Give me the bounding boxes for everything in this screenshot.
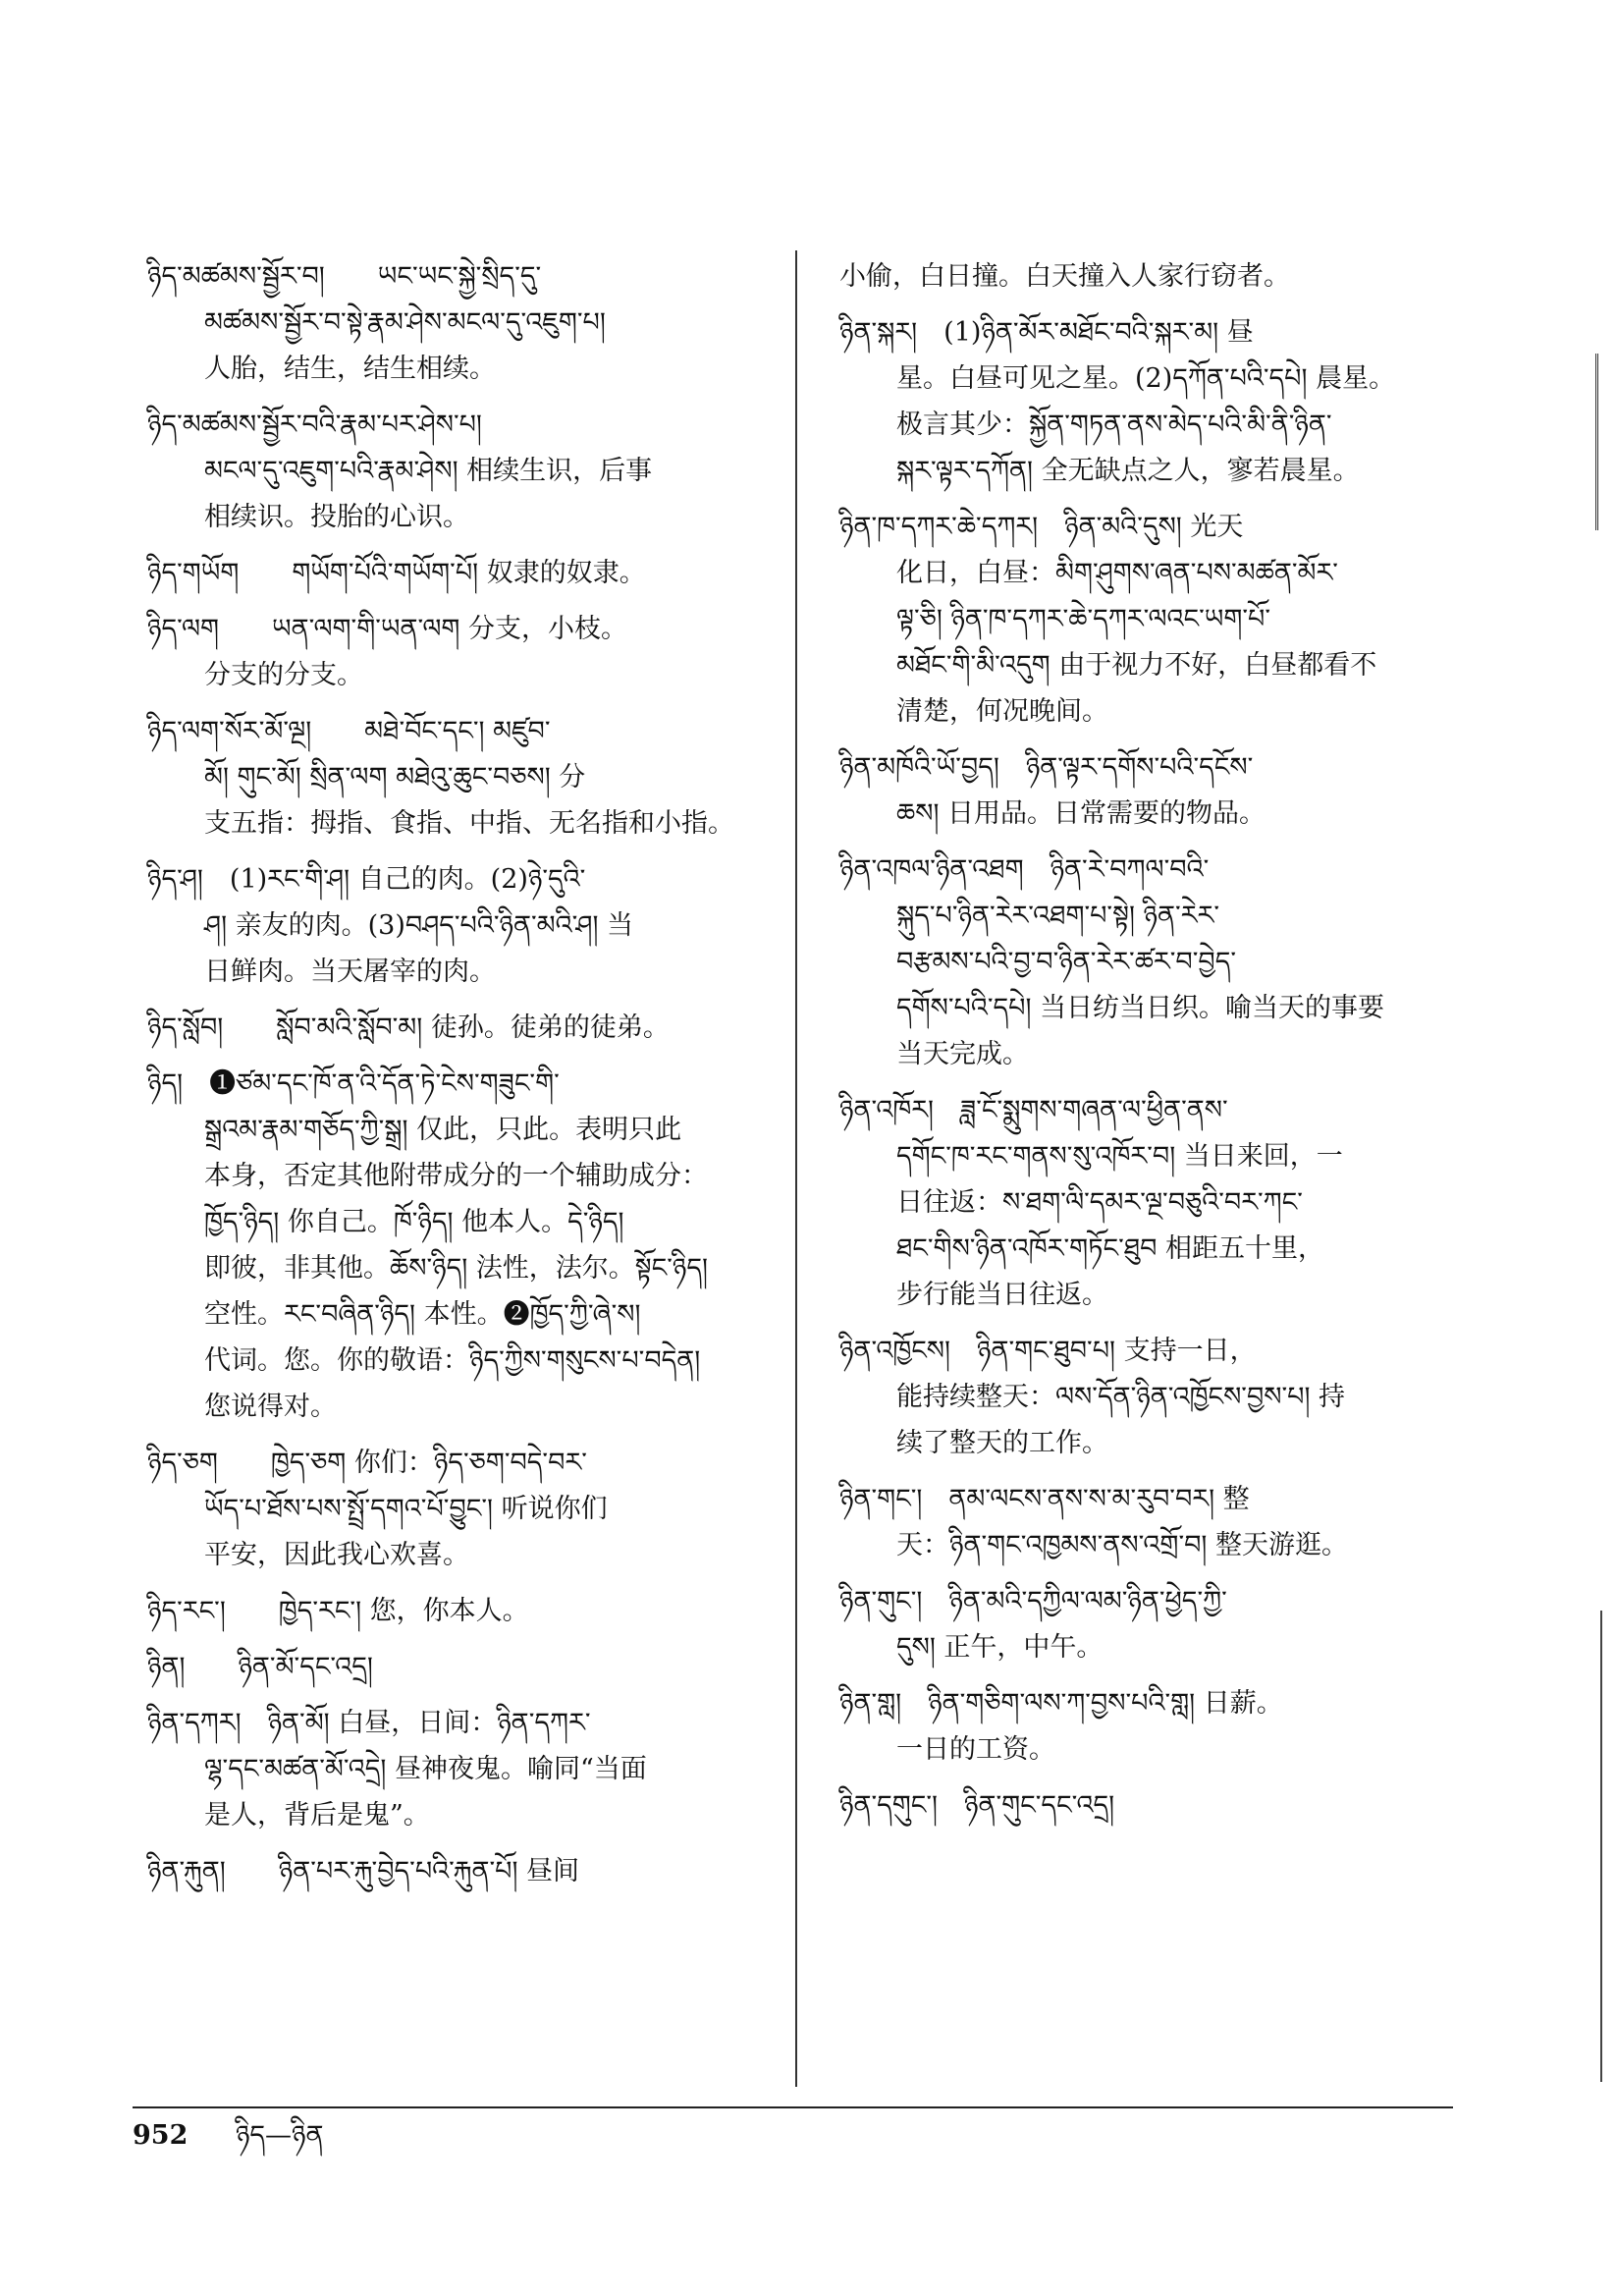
entry-line: 分支的分支。 (204, 660, 363, 690)
page-footer (133, 2116, 324, 2156)
entry-headline: ཉིད་ལག ཡན་ལག་གི་ཡན་ལག 分支，小枝。 (147, 614, 627, 644)
dictionary-entry (147, 1700, 776, 1838)
entry-headline: ཉིན་འཁྱོངས། ཉིན་གང་ཐུབ་པ། 支持一日， (839, 1336, 1257, 1366)
entry-line: 日往返：ས་ཐག་ལི་དམར་ལྔ་བཅུའི་བར་ཀང་ (896, 1187, 1303, 1218)
entry-line: 您说得对。 (204, 1392, 337, 1422)
entry-line: དུས། 正午，中午。 (896, 1632, 1104, 1663)
entry-line: 本身，否定其他附带成分的一个辅助成分： (204, 1161, 708, 1191)
entry-line: 天：ཉིན་གང་འཁྱམས་ནས་འགྲོ་བ། 整天游逛。 (896, 1530, 1348, 1560)
entry-line: མཐོང་གི་མི་འདུག 由于视力不好，白昼都看不 (896, 650, 1377, 681)
entry-line: ཐང་གིས་ཉིན་འཁོར་གཏོང་ཐུབ 相距五十里， (896, 1233, 1324, 1264)
entry-headline: 小偷，白日撞。白天撞入人家行窃者。 (839, 261, 1290, 292)
entry-headline: ཉིན། ཉིན་མོ་དང་འདྲ། (147, 1652, 373, 1682)
entry-line: ཆས། 日用品。日常需要的物品。 (896, 798, 1266, 829)
entry-line: 化日，白昼：མིག་ཤུགས་ཞན་པས་མཚན་མོར་ (896, 558, 1338, 588)
entry-line: 极言其少：སྐྱོན་གཏན་ནས་མེད་པའི་མི་ནི་ཉིན་ (896, 410, 1332, 440)
dictionary-entry (839, 1476, 1478, 1568)
dictionary-entry (147, 550, 776, 596)
dictionary-entry (147, 606, 776, 698)
entry-headline: ཉིན་འཁོར། ཟླ་ངོ་སྨུགས་གཞན་ལ་ཕྱིན་ནས་ (839, 1095, 1228, 1125)
left-column (147, 253, 776, 1904)
entry-headline: ཉིན་འཁལ་ཉིན་འཐག ཉིན་རེ་བཀལ་བའི་ (839, 854, 1210, 885)
entry-line: 日鲜肉。当天屠宰的肉。 (204, 957, 496, 987)
dictionary-entry (839, 1087, 1478, 1318)
page-edge-mark (1600, 1611, 1616, 2082)
entry-line: 续了整天的工作。 (896, 1428, 1108, 1458)
entry-line: དགོས་པའི་དཔེ། 当日纺当日织。喻当天的事要 (896, 993, 1385, 1023)
dictionary-entry (147, 1005, 776, 1051)
entry-line: 清楚，何况晚间。 (896, 696, 1108, 727)
entry-headline: ཉིན་དཀར། ཉིན་མོ། 白昼，日间：ཉིན་དཀར་ (147, 1708, 591, 1738)
dictionary-entry (839, 253, 1478, 300)
dictionary-entry (839, 309, 1478, 494)
entry-line: མངལ་དུ་འཇུག་པའི་རྣམ་ཤེས། 相续生识，后事 (204, 456, 653, 486)
entry-line: 即彼，非其他。ཆོས་ཉིད། 法性，法尔。སྟོང་ཉིད། (204, 1253, 708, 1284)
entry-headline: ཉིད། ❶ཙམ་དང་ཁོ་ན་འི་དོན་ཏེ་ངེས་གཟུང་གི་ (147, 1068, 560, 1099)
entry-line: བརྩམས་པའི་བྱ་བ་ཉིན་རེར་ཚར་བ་བྱེད་ (896, 947, 1237, 977)
entry-line: 能持续整天：ལས་དོན་ཉིན་འཁྱོངས་བྱས་པ། 持 (896, 1382, 1346, 1412)
entry-headline: ཉིན་གླ། ཉིན་གཅིག་ལས་ཀ་བྱས་པའི་གླ། 日薪。 (839, 1688, 1283, 1719)
dictionary-entry (839, 847, 1478, 1077)
entry-line: མོ། གུང་མོ། སྲིན་ལག མཐེའུ་ཆུང་བཅས། 分 (204, 762, 586, 793)
entry-headline: ཉིན་སྐར། (1)ཉིན་མོར་མཐོང་བའི་སྐར་མ། 昼 (839, 317, 1254, 348)
page-number: 952 (133, 2120, 189, 2151)
dictionary-entry (147, 402, 776, 540)
entry-headline: ཉིན་གང་། ནམ་ལངས་ནས་ས་མ་རུབ་བར། 整 (839, 1484, 1250, 1514)
dictionary-entry (839, 504, 1478, 735)
entry-line: 星。白昼可见之星。(2)དཀོན་པའི་དཔེ། 晨星。 (896, 363, 1396, 394)
dictionary-entry (147, 1588, 776, 1634)
entry-headline: ཉིད་རང་། ཁྱེད་རང་། 您，你本人。 (147, 1596, 529, 1626)
entry-headline: ཉིན་དགུང་། ཉིན་གུང་དང་འདྲ། (839, 1790, 1115, 1821)
entry-line: 是人，背后是鬼”。 (204, 1800, 430, 1831)
entry-line: 相续识。投胎的心识。 (204, 502, 469, 532)
entry-headline: ཉིད་ཤ། (1)རང་གི་ཤ། 自己的肉。(2)ཉེ་དུའི་ (147, 864, 586, 895)
dictionary-entry (147, 1848, 776, 1894)
entry-line: 代词。您。你的敬语：ཉིད་ཀྱིས་གསུངས་པ་བདེན། (204, 1345, 701, 1376)
dictionary-entry (147, 1440, 776, 1578)
footer-rule (133, 2106, 1453, 2108)
right-column (839, 253, 1478, 1838)
entry-line: 当天完成。 (896, 1039, 1029, 1069)
entry-headline: ཉིད་སློབ། སློབ་མའི་སློབ་མ། 徒孙。徒弟的徒弟。 (147, 1012, 670, 1043)
page-edge-mark (1595, 354, 1616, 530)
entry-line: ཡོད་པ་ཐོས་པས་སྤྲོ་དགའ་པོ་བྱུང་། 听说你们 (204, 1494, 608, 1524)
entry-line: 支五指：拇指、食指、中指、无名指和小指。 (204, 808, 734, 839)
entry-headline: ཉིད་མཚམས་སྦྱོར་བའི་རྣམ་པར་ཤེས་པ། (147, 410, 482, 440)
entry-line: 一日的工资。 (896, 1734, 1055, 1765)
entry-headline: ཉིན་གུང་། ཉིན་མའི་དཀྱིལ་ལམ་ཉིན་ཕྱེད་ཀྱི་ (839, 1586, 1227, 1616)
entry-line: ཁྱོད་ཉིད། 你自己。ཁོ་ཉིད། 他本人。དེ་ཉིད། (204, 1207, 624, 1237)
dictionary-entry (147, 708, 776, 847)
page-range: ཉིད—ཉིན (235, 2120, 324, 2151)
entry-line: མཚམས་སྦྱོར་བ་སྟེ་རྣམ་ཤེས་མངལ་དུ་འཇུག་པ། (204, 307, 606, 338)
entry-headline: ཉིན་རྐུན། ཉིན་པར་རྐུ་བྱེད་པའི་རྐུན་པོ། 昼间 (147, 1856, 580, 1886)
entry-line: སྐར་ལྟར་དཀོན། 全无缺点之人，寥若晨星。 (896, 456, 1360, 486)
dictionary-entry (147, 1644, 776, 1690)
entry-headline: ཉིན་མཁོའི་ཡོ་བྱད། ཉིན་ལྟར་དགོས་པའི་དངོས་ (839, 752, 1254, 783)
dictionary-entry (147, 1061, 776, 1430)
dictionary-entry (839, 1782, 1478, 1829)
entry-headline: ཉིན་ཁ་དཀར་ཆེ་དཀར། ཉིན་མའི་དུས། 光天 (839, 512, 1244, 542)
dictionary-entry (147, 253, 776, 392)
entry-line: ལྟ་ཅི། ཉིན་ཁ་དཀར་ཆེ་དཀར་ལའང་ཡག་པོ་ (896, 604, 1270, 634)
entry-line: 平安，因此我心欢喜。 (204, 1540, 469, 1570)
dictionary-entry (839, 744, 1478, 837)
entry-line: དགོང་ཁ་རང་གནས་སུ་འཁོར་བ། 当日来回，一 (896, 1141, 1343, 1172)
entry-line: སྐུད་པ་ཉིན་རེར་འཐག་པ་སྟེ། ཉིན་རེར་ (896, 901, 1219, 931)
entry-line: 空性。རང་བཞིན་ཉིད། 本性。❷ཁྱོད་ཀྱི་ཞེ་ས། (204, 1299, 641, 1330)
dictionary-entry (839, 1680, 1478, 1773)
entry-line: 人胎，结生，结生相续。 (204, 354, 496, 384)
dictionary-entry (147, 856, 776, 995)
entry-line: ལྷ་དང་མཚན་མོ་འདྲེ། 昼神夜鬼。喻同“当面 (204, 1754, 647, 1784)
entry-headline: ཉིད་མཚམས་སྦྱོར་བ། ཡང་ཡང་སྐྱེ་སྲིད་དུ་ (147, 261, 542, 292)
column-divider (795, 250, 797, 2087)
entry-headline: ཉིད་གཡོག གཡོག་པོའི་གཡོག་པོ། 奴隶的奴隶。 (147, 558, 646, 588)
dictionary-entry (839, 1328, 1478, 1466)
entry-headline: ཉིད་ཅག ཁྱེད་ཅག 你们：ཉིད་ཅག་བདེ་བར་ (147, 1448, 587, 1478)
entry-line: 步行能当日往返。 (896, 1280, 1108, 1310)
dictionary-entry (839, 1578, 1478, 1670)
entry-line: སྒྲའམ་རྣམ་གཅོད་ཀྱི་སྒྲ། 仅此，只此。表明只此 (204, 1115, 682, 1145)
entry-line: ཤ། 亲友的肉。(3)བཤད་པའི་ཉིན་མའི་ཤ། 当 (204, 910, 634, 941)
entry-headline: ཉིད་ལག་སོར་མོ་ལྔ། མཐེ་བོང་དང་། མཛུབ་ (147, 716, 551, 746)
